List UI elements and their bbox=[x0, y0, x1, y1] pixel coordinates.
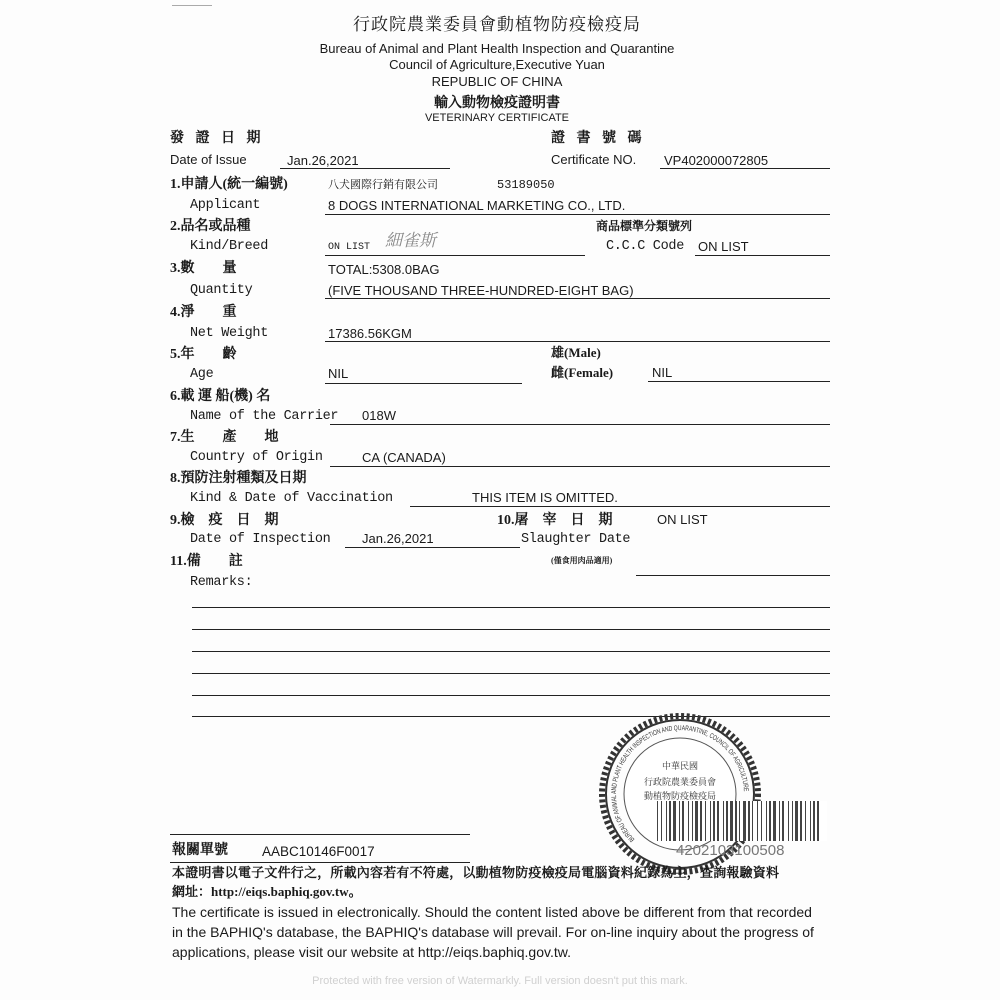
kind-label-cn: 2.品名或品種 bbox=[170, 219, 251, 234]
barcode-bar bbox=[682, 801, 684, 841]
carrier-label-cn: 6.載 運 船(機) 名 bbox=[170, 389, 271, 404]
seal-line-3: 動植物防疫檢疫局 bbox=[643, 791, 717, 801]
slaughter-label-en: Slaughter Date bbox=[521, 532, 631, 547]
barcode-bar bbox=[695, 801, 698, 841]
notice-url: 網址：http://eiqs.baphiq.gov.tw。 bbox=[172, 884, 362, 899]
inspection-value: Jan.26,2021 bbox=[362, 531, 434, 546]
slaughter-note: (僅食用肉品適用) bbox=[551, 556, 613, 565]
barcode-bar bbox=[779, 801, 780, 841]
barcode-bar bbox=[817, 801, 819, 841]
barcode-bar bbox=[710, 801, 711, 841]
barcode-bar bbox=[761, 801, 762, 841]
barcode-bar bbox=[713, 801, 715, 841]
underline bbox=[648, 381, 830, 382]
inspection-label-en: Date of Inspection bbox=[190, 532, 331, 547]
cert-number: VP402000072805 bbox=[664, 153, 769, 168]
barcode-bar bbox=[782, 801, 784, 841]
applicant-label-cn: 1.申請人(統一編號) bbox=[170, 177, 288, 192]
barcode-bar bbox=[700, 801, 702, 841]
quantity-words: (FIVE THOUSAND THREE-HUNDRED-EIGHT BAG) bbox=[328, 283, 634, 298]
barcode-bar bbox=[692, 801, 693, 841]
council: Council of Agriculture,Executive Yuan bbox=[389, 57, 605, 72]
remarks-line bbox=[192, 629, 830, 630]
barcode-bar bbox=[666, 801, 667, 841]
female-label: 雌(Female) bbox=[551, 365, 614, 380]
seal-line-1: 中華民國 bbox=[661, 761, 699, 771]
underline bbox=[280, 168, 450, 169]
underline bbox=[345, 547, 520, 548]
barcode-bar bbox=[766, 801, 767, 841]
cert-label-en: Certificate NO. bbox=[551, 152, 637, 167]
underline bbox=[695, 255, 830, 256]
underline bbox=[325, 341, 830, 342]
weight-label-cn: 4.淨 重 bbox=[170, 305, 237, 320]
barcode-bar bbox=[735, 801, 737, 841]
issue-label-en: Date of Issue bbox=[170, 152, 247, 167]
barcode-bar bbox=[810, 801, 811, 841]
remarks-line bbox=[192, 651, 830, 652]
underline bbox=[330, 466, 830, 467]
issue-label-cn: 發 證 日 期 bbox=[170, 131, 265, 146]
barcode-bar bbox=[805, 801, 806, 841]
underline bbox=[325, 383, 522, 384]
barcode-bar bbox=[795, 801, 798, 841]
underline bbox=[325, 255, 585, 256]
agency-cn: 行政院農業委員會動植物防疫檢疫局 bbox=[353, 15, 641, 35]
slaughter-label-cn: 10.屠 宰 日 期 bbox=[497, 513, 613, 528]
scan-mark bbox=[172, 5, 212, 6]
seal-ring-path-text: BUREAU OF ANIMAL AND PLANT HEALTH INSPECTION AND QUARANTINE, COUNCIL OF AGRICULTURE bbox=[610, 725, 750, 843]
barcode-bar bbox=[813, 801, 815, 841]
notice-en-3: applications, please visit our website at http://eiqs.baphiq.gov.tw. bbox=[172, 944, 571, 960]
notice-cn: 本證明書以電子文件行之，所載內容若有不符處，以動植物防疫檢疫局電腦資料紀錄為主，查詢報驗資料 bbox=[172, 865, 780, 880]
vaccination-label-cn: 8.預防注射種類及日期 bbox=[170, 471, 307, 486]
applicant-label-en: Applicant bbox=[190, 198, 261, 213]
carrier-label-en: Name of the Carrier bbox=[190, 409, 339, 424]
origin-label-en: Country of Origin bbox=[190, 450, 323, 465]
applicant-id: 53189050 bbox=[497, 178, 555, 192]
seal-line-2: 行政院農業委員會 bbox=[643, 777, 717, 787]
kind-value: ON LIST bbox=[328, 242, 371, 253]
handwritten-note: 細雀斯 bbox=[385, 231, 436, 251]
barcode-bar bbox=[730, 801, 733, 841]
barcode-bar bbox=[773, 801, 776, 841]
origin-label-cn: 7.生 產 地 bbox=[170, 430, 279, 445]
barcode-bar bbox=[669, 801, 671, 841]
age-label-en: Age bbox=[190, 367, 214, 382]
barcode bbox=[655, 801, 827, 841]
title-cn: 輸入動物檢疫證明書 bbox=[434, 95, 560, 111]
barcode-bar bbox=[688, 801, 689, 841]
remarks-label-en: Remarks: bbox=[190, 575, 253, 590]
remarks-line bbox=[192, 607, 830, 608]
barcode-bar bbox=[788, 801, 789, 841]
ccc-label-cn: 商品標準分類號列 bbox=[596, 219, 693, 233]
ccc-label-en: C.C.C Code bbox=[606, 239, 685, 254]
watermark-text: Protected with free version of Watermarkly. Full version doesn't put this mark. bbox=[312, 975, 688, 987]
barcode-bar bbox=[679, 801, 680, 841]
barcode-bar bbox=[657, 801, 658, 841]
barcode-number: 4202103100508 bbox=[676, 842, 785, 859]
barcode-bar bbox=[757, 801, 758, 841]
underline bbox=[325, 298, 830, 299]
underline bbox=[325, 214, 830, 215]
quantity-value: TOTAL:5308.0BAG bbox=[328, 262, 440, 277]
barcode-bar bbox=[743, 801, 746, 841]
remarks-line bbox=[192, 695, 830, 696]
underline bbox=[330, 424, 830, 425]
barcode-bar bbox=[752, 801, 753, 841]
barcode-bar bbox=[769, 801, 771, 841]
cert-label-cn: 證 書 號 碼 bbox=[551, 131, 646, 146]
barcode-bar bbox=[661, 801, 662, 841]
age-value: NIL bbox=[328, 366, 349, 381]
barcode-bar bbox=[792, 801, 793, 841]
underline bbox=[660, 168, 830, 169]
carrier-value: 018W bbox=[362, 408, 396, 423]
ccc-value: ON LIST bbox=[698, 239, 749, 254]
quantity-label-en: Quantity bbox=[190, 283, 253, 298]
notice-en-2: in the BAPHIQ's database, the BAPHIQ's database will prevail. For on-line inquiry about the progress of bbox=[172, 924, 814, 940]
barcode-bar bbox=[748, 801, 750, 841]
underline bbox=[410, 506, 830, 507]
vaccination-label-en: Kind & Date of Vaccination bbox=[190, 491, 393, 506]
inspection-label-cn: 9.檢 疫 日 期 bbox=[170, 513, 279, 528]
barcode-bar bbox=[673, 801, 676, 841]
underline bbox=[170, 862, 470, 863]
notice-en-1: The certificate is issued in electronically. Should the content listed above be different from that recorded bbox=[172, 904, 812, 920]
barcode-bar bbox=[726, 801, 728, 841]
vaccination-value: THIS ITEM IS OMITTED. bbox=[472, 490, 618, 505]
remarks-line bbox=[192, 673, 830, 674]
underline bbox=[170, 834, 470, 835]
origin-value: CA (CANADA) bbox=[362, 450, 446, 465]
weight-value: 17386.56KGM bbox=[328, 326, 412, 341]
customs-label: 報關單號 bbox=[172, 843, 228, 858]
barcode-bar bbox=[739, 801, 740, 841]
barcode-bar bbox=[705, 801, 706, 841]
applicant-name-cn: 八犬國際行銷有限公司 bbox=[328, 178, 438, 191]
country: REPUBLIC OF CHINA bbox=[431, 74, 563, 89]
quantity-label-cn: 3.數 量 bbox=[170, 261, 237, 276]
kind-label-en: Kind/Breed bbox=[190, 239, 269, 254]
male-label: 雄(Male) bbox=[551, 345, 601, 360]
barcode-bar bbox=[800, 801, 802, 841]
agency-en: Bureau of Animal and Plant Health Inspection and Quarantine bbox=[319, 41, 675, 56]
applicant-value: 8 DOGS INTERNATIONAL MARKETING CO., LTD. bbox=[328, 198, 626, 213]
slaughter-value: ON LIST bbox=[657, 512, 708, 527]
remarks-label-cn: 11.備 註 bbox=[170, 554, 243, 569]
weight-label-en: Net Weight bbox=[190, 326, 269, 341]
issue-date: Jan.26,2021 bbox=[287, 153, 359, 168]
customs-number: AABC10146F0017 bbox=[262, 844, 375, 859]
underline bbox=[636, 575, 830, 576]
sex-value: NIL bbox=[652, 365, 673, 380]
title-en: VETERINARY CERTIFICATE bbox=[424, 112, 570, 124]
age-label-cn: 5.年 齡 bbox=[170, 347, 237, 362]
barcode-bar bbox=[723, 801, 724, 841]
barcode-bar bbox=[717, 801, 719, 841]
